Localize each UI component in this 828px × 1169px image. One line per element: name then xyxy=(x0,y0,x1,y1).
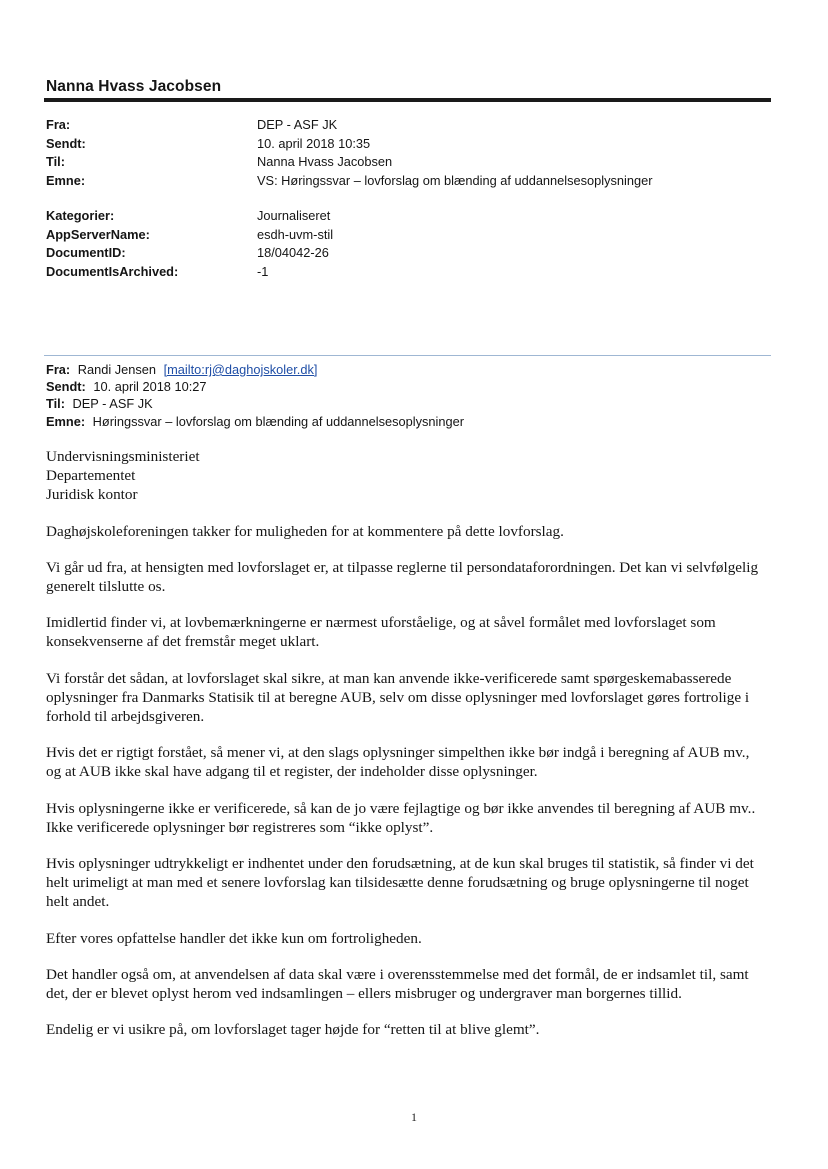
recipient-line: Undervisningsministeriet xyxy=(46,448,200,465)
meta-value: DEP - ASF JK xyxy=(257,117,338,132)
meta-row-sent xyxy=(46,135,653,154)
meta-value: Nanna Hvass Jacobsen xyxy=(257,154,393,170)
meta-label: Kategorier: xyxy=(46,208,115,223)
meta-value: 10. april 2018 10:35 xyxy=(257,135,371,151)
meta-row-appserver xyxy=(46,226,333,245)
email-metadata xyxy=(46,116,653,190)
letter-paragraph: Hvis oplysninger udtrykkeligt er indhentet under den forudsætning, at de kun skal bruges til statistik, så finder vi det helt urimeligt at man med et senere lovforslag kan tilsidesætte denne forudsætning og bruge oplysningerne til noget helt andet. xyxy=(46,855,754,911)
meta-value: 18/04042-26 xyxy=(257,245,329,261)
forwarded-from-name: Randi Jensen xyxy=(77,362,157,377)
forwarded-to-value: DEP - ASF JK xyxy=(72,396,153,412)
meta-row-categories xyxy=(46,207,333,226)
mailto-link[interactable]: [mailto:rj@daghojskoler.dk] xyxy=(163,362,318,377)
forwarded-sent xyxy=(46,378,464,395)
letter-paragraph: Imidlertid finder vi, at lovbemærkningerne er nærmest uforståelige, og at såvel formålet med lovforslaget som konsekvenserne af det fremstår meget uklart. xyxy=(46,614,716,651)
archive-metadata xyxy=(46,207,333,281)
forwarded-label: Sendt: xyxy=(46,379,86,395)
letter-paragraph: Efter vores opfattelse handler det ikke kun om fortroligheden. xyxy=(46,929,422,947)
letter-paragraph: Det handler også om, at anvendelsen af data skal være i overensstemmelse med det formål, de er indsamlet til, samt det, der er blevet oplyst herom ved indsamlingen – ellers misbruger og undergraver man borgernes tillid. xyxy=(46,965,749,1003)
meta-row-archived xyxy=(46,263,333,282)
meta-label: DocumentIsArchived: xyxy=(46,263,179,279)
meta-value: VS: Høringssvar – lovforslag om blænding af uddannelsesoplysninger xyxy=(257,172,653,188)
forward-divider xyxy=(44,355,771,356)
recipient-line: Juridisk kontor xyxy=(46,486,138,504)
forwarded-label: Emne: xyxy=(46,413,86,429)
meta-label: Fra: xyxy=(46,117,71,132)
forwarded-sent-value: 10. april 2018 10:27 xyxy=(93,379,207,395)
forwarded-header xyxy=(46,361,464,430)
meta-row-document-id xyxy=(46,244,333,263)
header-divider xyxy=(44,98,771,102)
meta-row-to xyxy=(46,153,653,172)
document-owner-name: Nanna Hvass Jacobsen xyxy=(46,78,222,95)
recipient-address xyxy=(46,447,768,505)
letter-paragraph: Daghøjskoleforeningen takker for muligheden for at kommentere på dette lovforslag. xyxy=(46,522,564,540)
forwarded-label: Fra: xyxy=(46,362,71,377)
meta-row-subject xyxy=(46,172,653,191)
meta-label: Sendt: xyxy=(46,135,86,151)
meta-label: Emne: xyxy=(46,172,86,188)
forwarded-label: Til: xyxy=(46,396,65,412)
forwarded-subject-value: Høringssvar – lovforslag om blænding af uddannelsesoplysninger xyxy=(92,413,464,429)
letter-paragraph: Hvis det er rigtigt forstået, så mener vi, at den slags oplysninger simpelthen ikke bør indgå i beregning af AUB mv., og at AUB ikke skal have adgang til et register, der indeholder disse oplysninger. xyxy=(46,744,750,781)
letter-body xyxy=(46,447,768,1039)
letter-paragraph: Endelig er vi usikre på, om lovforslaget tager højde for “retten til at blive glemt”. xyxy=(46,1021,540,1039)
meta-label: DocumentID: xyxy=(46,245,126,261)
meta-row-from xyxy=(46,116,653,135)
forwarded-subject xyxy=(46,413,464,430)
page-number: 1 xyxy=(411,1110,417,1124)
recipient-line: Departementet xyxy=(46,467,136,485)
meta-value: -1 xyxy=(257,263,269,279)
meta-label: AppServerName: xyxy=(46,226,150,242)
letter-paragraph: Vi går ud fra, at hensigten med lovforslaget er, at tilpasse reglerne til persondataforordningen. Det kan vi selvfølgelig generelt tilslutte os. xyxy=(46,558,759,596)
meta-value: esdh-uvm-stil xyxy=(257,226,334,242)
forwarded-from xyxy=(46,361,464,378)
meta-value: Journaliseret xyxy=(257,208,331,223)
meta-label: Til: xyxy=(46,154,65,170)
letter-paragraph: Hvis oplysningerne ikke er verificerede, så kan de jo være fejlagtige og bør ikke anvendes til beregning af AUB mv.. Ikke verificerede oplysninger bør registreres som “ikke oplyst”. xyxy=(46,799,756,836)
letter-paragraph: Vi forstår det sådan, at lovforslaget skal sikre, at man kan anvende ikke-verificerede samt spørgeskemabasserede oplysninger fra Danmarks Statisik til at beregne AUB, selv om disse oplysninger med lovforslaget gøres fortrolige i forhold til arbejdsgiveren. xyxy=(46,669,750,726)
forwarded-to xyxy=(46,395,464,412)
